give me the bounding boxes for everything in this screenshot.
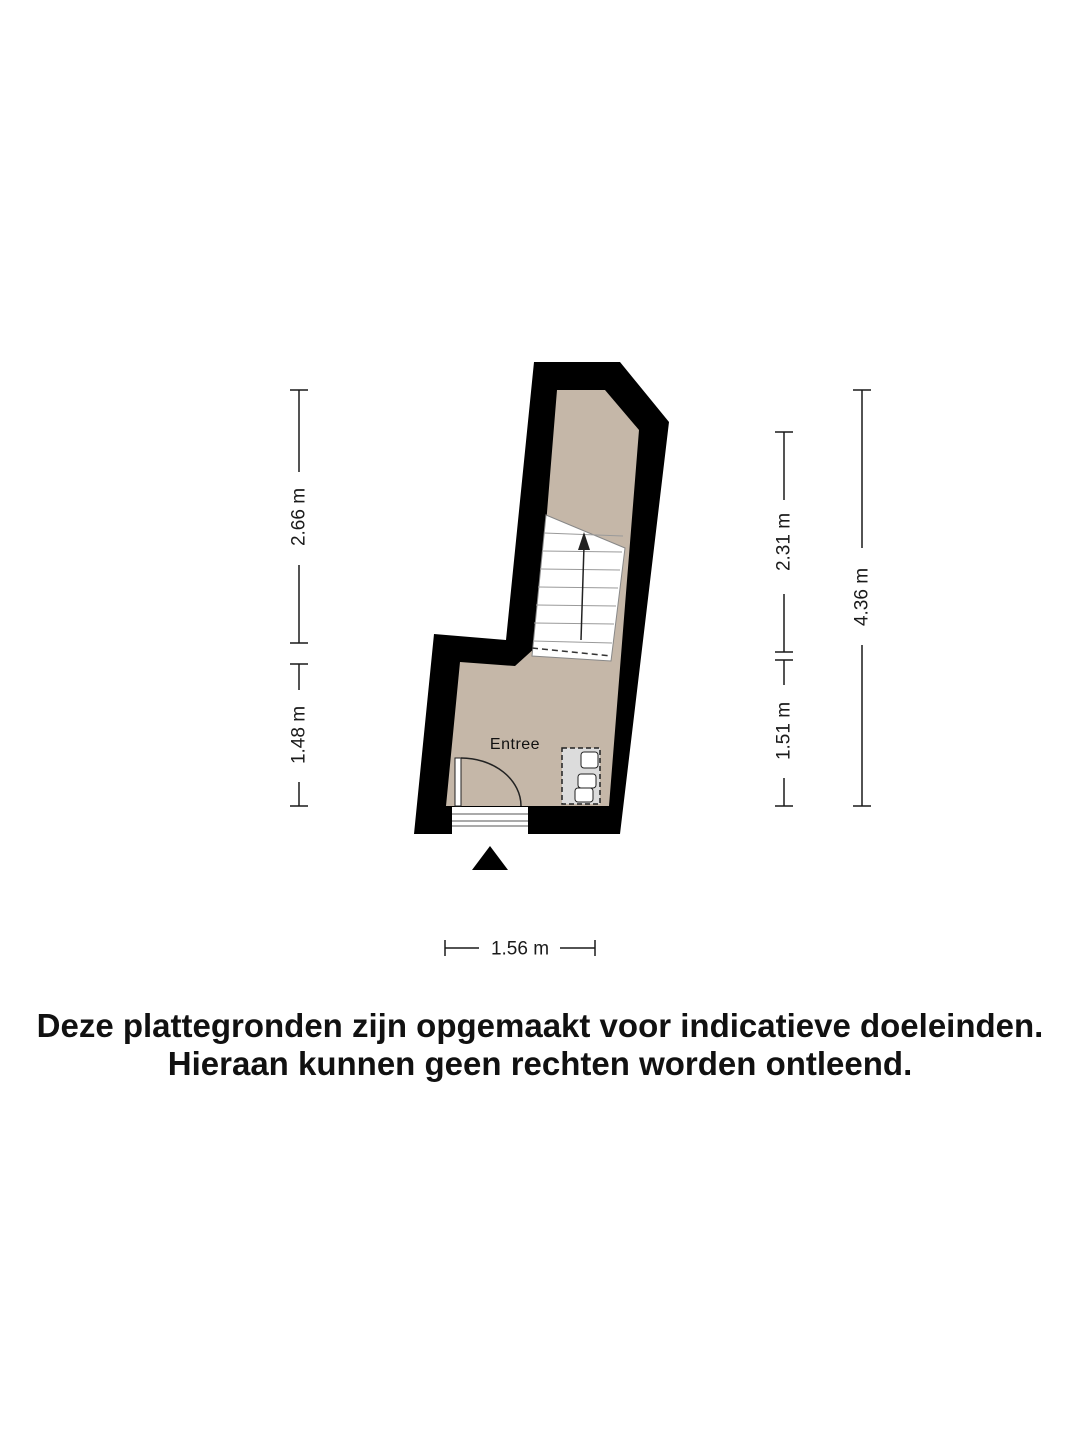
- dimension-label-right-total: 4.36 m: [851, 567, 873, 627]
- disclaimer-line-1: Deze plattegronden zijn opgemaakt voor indicatieve doeleinden.: [36, 1007, 1044, 1044]
- front-door: [452, 807, 528, 834]
- dimension-label-left-upper: 2.66 m: [288, 487, 310, 547]
- entrance-arrow-icon: [472, 846, 508, 870]
- dimension-label-right-lower: 1.51 m: [773, 701, 795, 761]
- disclaimer-line-2: Hieraan kunnen geen rechten worden ontleend.: [167, 1045, 913, 1082]
- meter-cupboard-icon: [562, 748, 600, 804]
- dimension-label-right-upper: 2.31 m: [773, 512, 795, 572]
- room-label-entree: Entree: [489, 736, 541, 753]
- dimension-label-bottom: 1.56 m: [490, 938, 550, 960]
- dimension-label-left-lower: 1.48 m: [288, 705, 310, 765]
